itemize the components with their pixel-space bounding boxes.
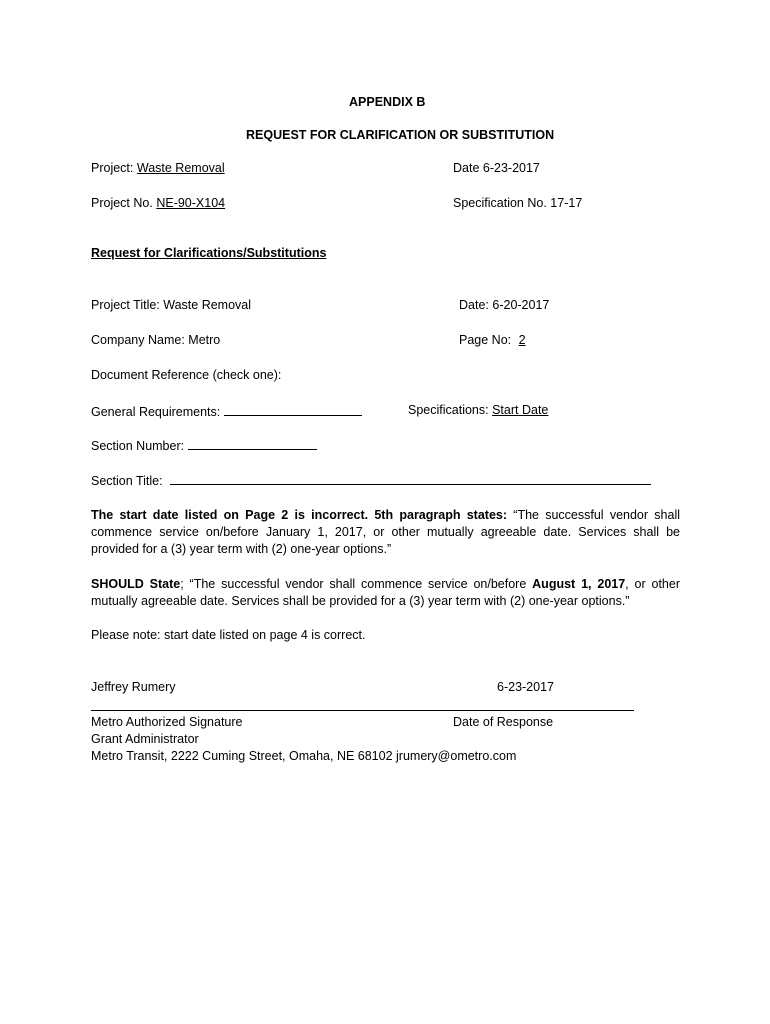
company-name-value: Metro bbox=[188, 333, 221, 347]
signature-label: Metro Authorized Signature bbox=[91, 715, 243, 729]
company-name-field bbox=[91, 333, 220, 347]
section-title-field bbox=[91, 472, 651, 488]
date-field bbox=[453, 161, 540, 175]
general-requirements-field bbox=[91, 403, 362, 419]
should-state-paragraph bbox=[91, 576, 680, 610]
general-requirements-label: General Requirements: bbox=[91, 405, 221, 419]
page-no-field bbox=[459, 333, 526, 347]
specifications-value: Start Date bbox=[492, 403, 549, 417]
section-number-blank bbox=[188, 437, 317, 450]
should-state-lead: SHOULD State bbox=[91, 577, 181, 591]
should-state-text-a: ; “The successful vendor shall commence service on/before bbox=[180, 577, 533, 591]
project-no-label: Project No. bbox=[91, 196, 153, 210]
document-reference-label: Document Reference (check one): bbox=[91, 368, 282, 382]
please-note-text: Please note: start date listed on page 4 is correct. bbox=[91, 628, 366, 642]
general-requirements-blank bbox=[224, 403, 362, 416]
section-number-field bbox=[91, 437, 317, 453]
project-no-value: NE-90-X104 bbox=[156, 196, 226, 210]
section-number-label: Section Number: bbox=[91, 439, 185, 453]
form-title: REQUEST FOR CLARIFICATION OR SUBSTITUTION bbox=[246, 128, 555, 142]
new-start-date: August 1, 2017 bbox=[532, 577, 626, 591]
signer-address: Metro Transit, 2222 Cuming Street, Omaha, NE 68102 jrumery@ometro.com bbox=[91, 749, 517, 763]
correction-paragraph bbox=[91, 507, 680, 558]
project-label: Project: bbox=[91, 161, 134, 175]
request-date-label: Date: bbox=[459, 298, 489, 312]
request-date-field bbox=[459, 298, 549, 312]
project-field bbox=[91, 161, 268, 175]
section-heading: Request for Clarifications/Substitutions bbox=[91, 246, 327, 260]
project-title-label: Project Title: bbox=[91, 298, 160, 312]
company-name-label: Company Name: bbox=[91, 333, 185, 347]
should-state-text-b: , or other mutually agreeable date. Services shall be provided for a (3) year term with (2) one-year options.” bbox=[91, 577, 680, 608]
date-value: 6-23-2017 bbox=[482, 161, 540, 175]
page-no-label: Page No: bbox=[459, 333, 512, 347]
request-date-value: 6-20-2017 bbox=[492, 298, 550, 312]
project-title-value: Waste Removal bbox=[163, 298, 252, 312]
specifications-label: Specifications: bbox=[408, 403, 489, 417]
date-label: Date bbox=[453, 161, 480, 175]
spec-no-value: 17-17 bbox=[550, 196, 583, 210]
signer-role: Grant Administrator bbox=[91, 732, 199, 746]
date-of-response-label: Date of Response bbox=[453, 715, 554, 729]
project-title-field bbox=[91, 298, 251, 312]
correction-lead: The start date listed on Page 2 is incorrect. 5th paragraph states: bbox=[91, 508, 508, 522]
spec-no-field bbox=[453, 196, 582, 210]
section-title-blank bbox=[170, 472, 651, 485]
appendix-heading: APPENDIX B bbox=[349, 95, 426, 109]
section-title-label: Section Title: bbox=[91, 474, 163, 488]
signature-line bbox=[91, 710, 634, 711]
page-no-value: 2 bbox=[518, 333, 526, 347]
spec-no-label: Specification No. bbox=[453, 196, 547, 210]
signer-name: Jeffrey Rumery bbox=[91, 680, 176, 694]
response-date: 6-23-2017 bbox=[497, 680, 554, 694]
project-no-field bbox=[91, 196, 225, 210]
project-value: Waste Removal bbox=[136, 161, 225, 175]
correction-quote: “The successful vendor shall commence service on/before January 1, 2017, or other mutually agreeable date. Services shall be provided for a (3) year term with (2) one-year options.” bbox=[91, 508, 680, 556]
specifications-field bbox=[408, 403, 548, 417]
